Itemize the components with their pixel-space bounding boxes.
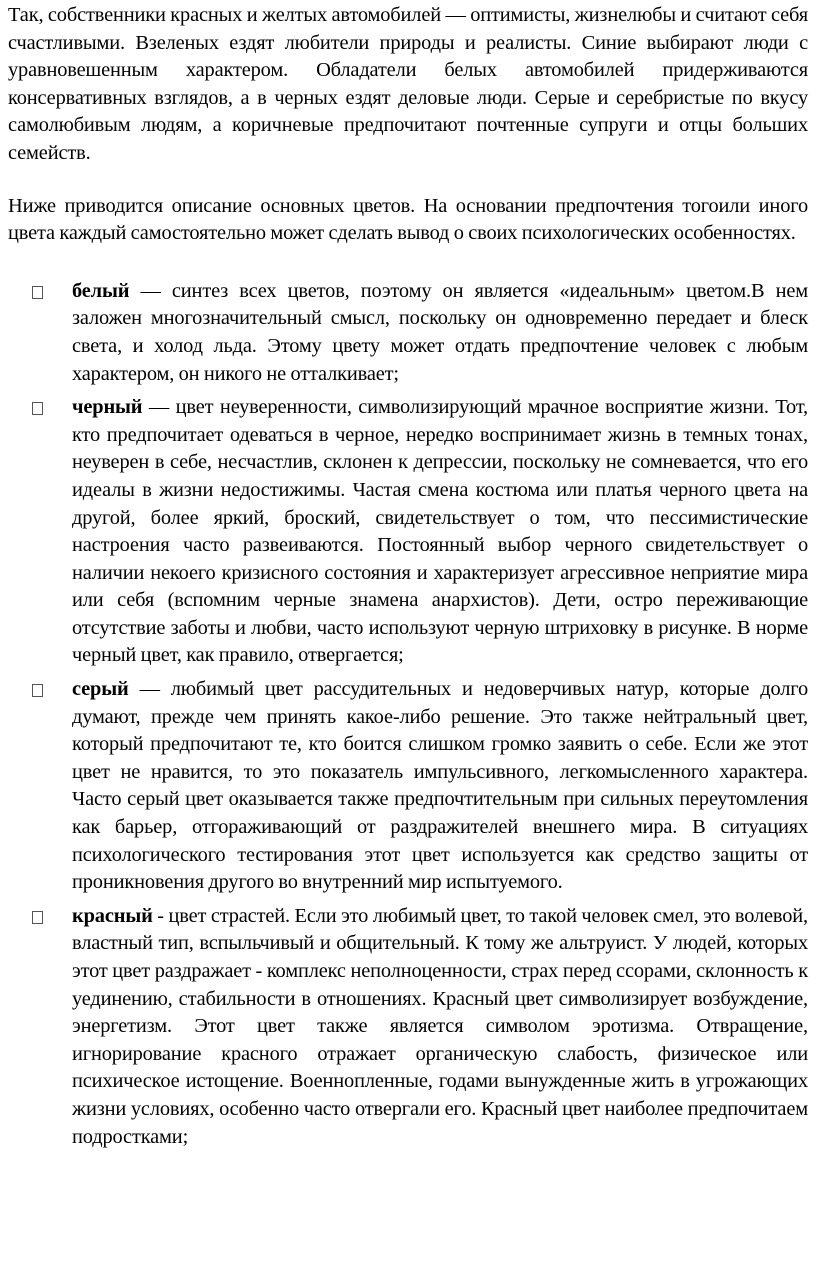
bullet-box-icon: [32, 684, 43, 697]
color-description: — синтез всех цветов, поэтому он является «идеальным» цветом.В нем заложен многозначительный смысл, поскольку он одновременно передает и блеск света, и холод льда. Этому цвету может отдать предпочтение человек с любым характером, он никого не отталкивает;: [72, 279, 808, 385]
bullet-box-icon: [32, 402, 43, 415]
list-item-text: [72, 394, 808, 670]
color-term: серый: [72, 678, 129, 701]
list-item-black: [8, 394, 808, 670]
bullet-box-icon: [32, 286, 43, 299]
list-item-white: [8, 278, 808, 388]
list-item-red: [8, 903, 808, 1151]
list-item-text: [72, 278, 808, 388]
color-term: белый: [72, 279, 130, 302]
bullet-box-icon: [32, 911, 43, 924]
list-item-text: [72, 676, 808, 897]
color-term: черный: [72, 396, 143, 419]
list-item-gray: [8, 676, 808, 897]
list-item-text: [72, 903, 808, 1151]
color-list: [8, 278, 808, 1151]
color-description: — цвет неуверенности, символизирующий мрачное восприятие жизни. Тот, кто предпочитает одеваться в черное, нередко воспринимает жизнь в темных тонах, неуверен в себе, несчастлив, склонен к депрессии, поскольку не сомневается, что его идеалы в жизни недостижимы. Частая смена костюма или платья черного цвета на другой, более яркий, броский, свидетельствует о том, что пессимистические настроения часто развеиваются. Постоянный выбор черного свидетельствует о наличии некоего кризисного состояния и характеризует агрессивное неприятие мира или себя (вспомним черные знамена анархистов). Дети, остро переживающие отсутствие заботы и любви, часто используют черную штриховку в рисунке. В норме черный цвет, как правило, отвергается;: [72, 396, 808, 667]
color-description: - цвет страстей. Если это любимый цвет, то такой человек смел, это волевой, властный тип, вспыльчивый и общительный. К тому же альтруист. У людей, которых этот цвет раздражает - комплекс неполноценности, страх перед ссорами, склонность к уединению, стабильности в отношениях. Красный цвет символизирует возбуждение, энергетизм. Этот цвет также является символом эротизма. Отвращение, игнорирование красного отражает органическую слабость, физическое или психическое истощение. Военнопленные, годами вынужденные жить в угрожающих жизни условиях, особенно часто отвергали его. Красный цвет наиболее предпочитаем подростками;: [72, 904, 808, 1148]
color-term: красный: [72, 904, 153, 927]
color-description: — любимый цвет рассудительных и недоверчивых натур, которые долго думают, прежде чем принять какое-либо решение. Это также нейтральный цвет, который предпочитают те, кто боится слишком громко заявить о себе. Если же этот цвет не нравится, то это показатель импульсивного, легкомысленного характера. Часто серый цвет оказывается также предпочтительным при сильных переутомления как барьер, отгораживающий от раздражителей внешнего мира. В ситуациях психологического тестирования этот цвет используется как средство защиты от проникновения другого во внутренний мир испытуемого.: [72, 678, 808, 894]
intro-paragraph-2: Ниже приводится описание основных цветов. На основании предпочтения тогоили иного цвета каждый самостоятельно может сделать вывод о своих психологических особенностях.: [8, 194, 808, 245]
intro-paragraph-1: Так, собственники красных и желтых автомобилей — оптимисты, жизнелюбы и считают себя счастливыми. Взеленых ездят любители природы и реалисты. Синие выбирают люди с уравновешенным характером. Обладатели белых автомобилей придерживаются консервативных взглядов, а в черных ездят деловые люди. Серые и серебристые по вкусу самолюбивым людям, а коричневые предпочитают почтенные супруги и отцы больших семейств.: [8, 4, 808, 164]
